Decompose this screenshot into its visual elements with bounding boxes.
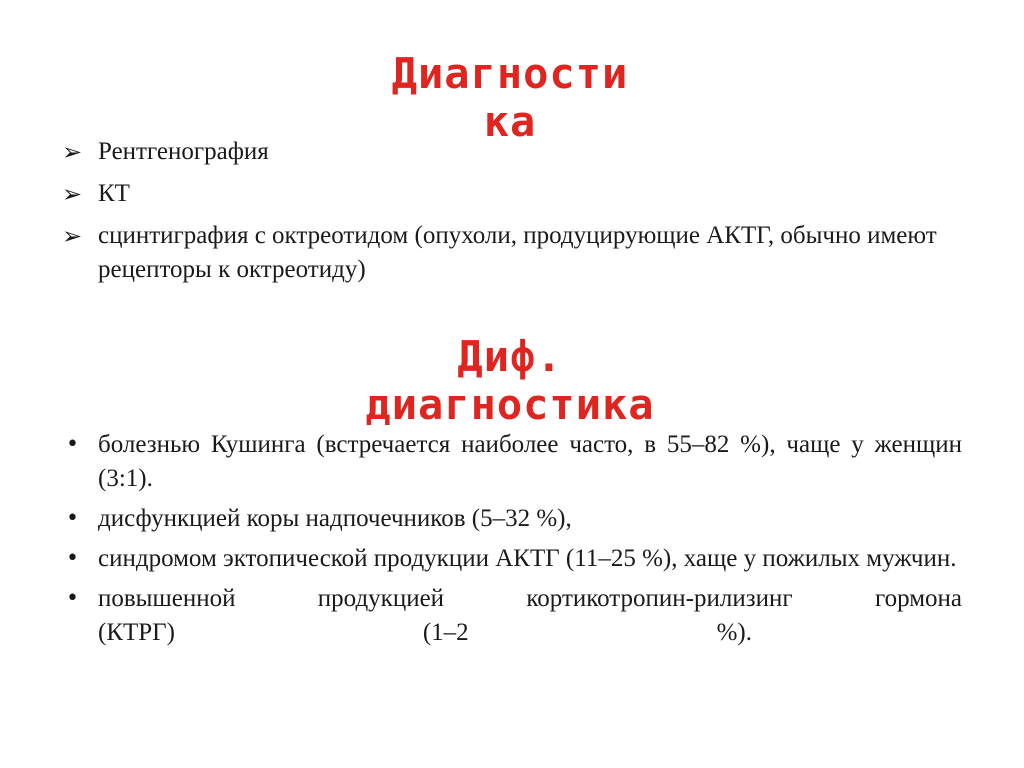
bullet-icon: • bbox=[66, 432, 79, 457]
bullet-icon: • bbox=[66, 506, 79, 531]
list-item-text: сцинтиграфия с октреотидом (опухоли, продуцирующие АКТГ, обычно имеют рецепторы к октреотиду) bbox=[98, 222, 937, 283]
list-item-text: повышенной продукцией кортикотропин-рилизинг гормона bbox=[98, 585, 962, 612]
list-item-text: синдромом эктопической продукции АКТГ (11–25 %), хаще у пожилых мужчин. bbox=[98, 545, 957, 572]
list-item bbox=[62, 502, 962, 536]
list-item-text: Рентгенография bbox=[98, 138, 269, 165]
title-line: Диф. bbox=[457, 332, 563, 381]
diagnostics-list bbox=[62, 135, 962, 295]
arrow-bullet-icon: ➢ bbox=[62, 222, 83, 250]
list-item-text: дисфункцией коры надпочечников (5–32 %), bbox=[98, 505, 572, 532]
text-fragment: %). bbox=[716, 619, 752, 646]
bullet-icon: • bbox=[66, 546, 79, 571]
title-line: диагностика bbox=[365, 380, 655, 429]
list-item-continuation bbox=[98, 616, 962, 650]
list-item bbox=[62, 219, 962, 287]
text-fragment: (1–2 bbox=[422, 619, 469, 646]
list-item bbox=[62, 177, 962, 211]
title-line: Диагности bbox=[391, 49, 629, 98]
arrow-bullet-icon: ➢ bbox=[62, 138, 83, 166]
list-item bbox=[62, 428, 962, 496]
list-item bbox=[62, 582, 962, 650]
text-fragment: (КТРГ) bbox=[98, 619, 175, 646]
differential-list bbox=[62, 428, 962, 656]
list-item bbox=[62, 542, 962, 576]
section-title-differential-diagnosis bbox=[300, 333, 720, 429]
list-item-text: болезнью Кушинга (встречается наиболее часто, в 55–82 %), чаще у женщин (3:1). bbox=[98, 431, 962, 492]
section-title-diagnostics bbox=[360, 50, 660, 146]
list-item-text: КТ bbox=[98, 180, 130, 207]
bullet-icon: • bbox=[66, 586, 79, 611]
title-line: ка bbox=[483, 97, 537, 146]
arrow-bullet-icon: ➢ bbox=[62, 180, 83, 208]
list-item bbox=[62, 135, 962, 169]
